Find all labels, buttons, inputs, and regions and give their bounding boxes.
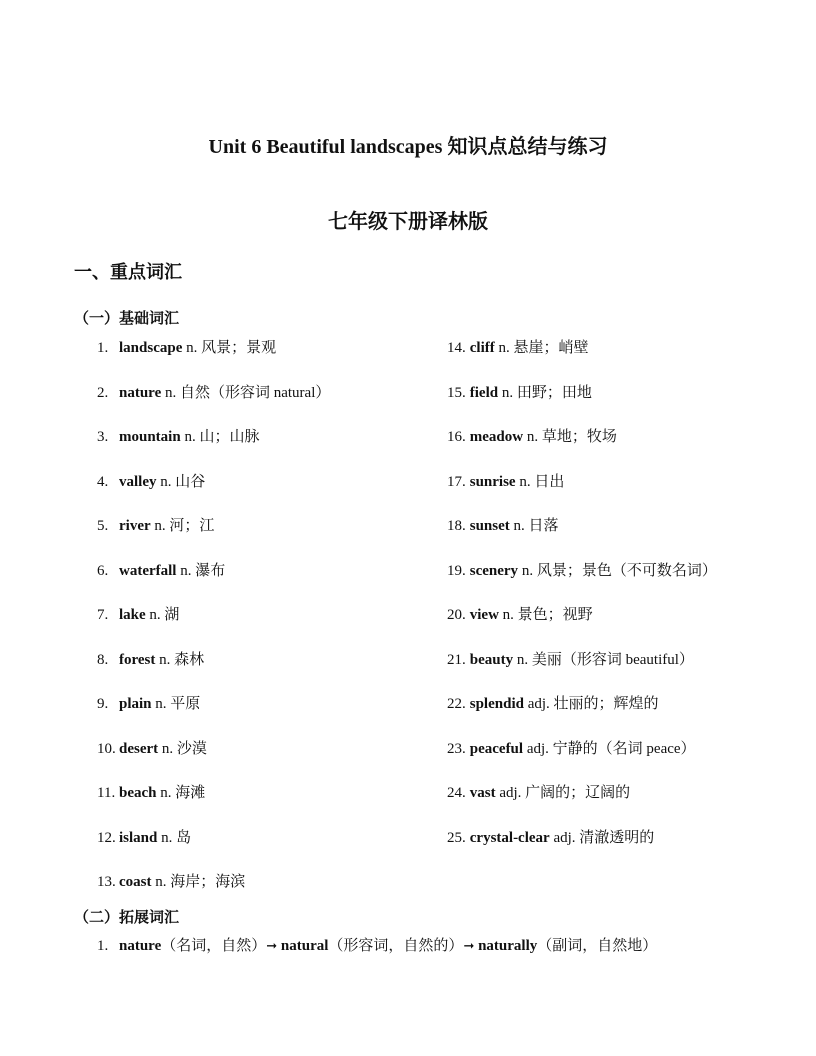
part-of-speech: n.	[516, 651, 529, 668]
vocab-meaning: 宁静的（名词 peace）	[552, 740, 696, 757]
vocab-meaning: 山；山脉	[199, 429, 260, 445]
item-number: 14.	[447, 340, 466, 356]
vocab-term: view	[469, 607, 499, 623]
vocab-meaning: 壮丽的；辉煌的	[553, 696, 659, 712]
item-number: 1.	[97, 938, 109, 954]
vocab-meaning: 瀑布	[195, 562, 226, 579]
vocab-item	[97, 561, 225, 581]
vocab-term: sunset	[469, 518, 510, 534]
vocab-term: cliff	[469, 340, 495, 356]
vocab-term: valley	[119, 473, 157, 490]
vocab-item	[447, 739, 696, 759]
section-heading-key-vocab: 一、重点词汇	[74, 262, 182, 282]
vocab-term: nature	[119, 938, 162, 954]
vocab-item	[97, 516, 214, 536]
item-number: 12.	[97, 829, 116, 846]
part-of-speech: n.	[149, 607, 161, 623]
item-number: 21.	[447, 651, 466, 668]
vocab-term: peaceful	[469, 740, 524, 757]
item-number: 15.	[447, 384, 466, 401]
item-number: 25.	[447, 829, 466, 846]
vocab-term: beauty	[469, 651, 514, 668]
vocab-term: meadow	[469, 429, 524, 445]
document-subtitle: 七年级下册译林版	[328, 211, 488, 233]
vocab-term: sunrise	[469, 473, 516, 490]
vocab-term: beach	[119, 785, 157, 801]
vocab-item	[447, 516, 559, 536]
item-number: 4.	[97, 473, 109, 490]
vocab-item	[97, 427, 259, 447]
vocab-term: vast	[469, 785, 496, 801]
vocab-term: desert	[119, 740, 159, 757]
vocab-item	[447, 383, 592, 403]
vocab-term: naturally	[478, 938, 538, 954]
vocab-meaning: 山谷	[175, 473, 206, 490]
vocab-term: mountain	[119, 429, 181, 445]
item-number: 5.	[97, 518, 109, 534]
vocab-term: river	[119, 518, 151, 534]
vocab-term: lake	[119, 607, 146, 623]
vocab-meaning: 风景；景观	[201, 340, 277, 356]
part-of-speech: n.	[164, 384, 177, 401]
part-heading-basic-vocab: （一）基础词汇	[74, 311, 180, 327]
part-of-speech: n.	[498, 340, 510, 356]
part-of-speech: n.	[526, 429, 539, 445]
vocab-meaning: 景色；视野	[517, 607, 593, 623]
vocab-gloss: （名词，自然）	[161, 938, 267, 954]
item-number: 13.	[97, 874, 116, 890]
vocab-item	[97, 783, 205, 803]
part-of-speech: n.	[160, 785, 172, 801]
vocab-meaning: 日落	[528, 518, 559, 534]
part-of-speech: n.	[184, 429, 196, 445]
arrow-icon: ➞	[266, 939, 278, 954]
item-number: 2.	[97, 384, 109, 401]
vocab-meaning: 日出	[534, 473, 565, 490]
item-number: 20.	[447, 607, 466, 623]
item-number: 10.	[97, 740, 116, 757]
vocab-item	[97, 872, 245, 892]
part-of-speech: n.	[161, 740, 174, 757]
part-of-speech: n.	[160, 473, 172, 490]
vocab-item	[447, 783, 630, 803]
vocab-item	[97, 383, 330, 403]
part-of-speech: adj.	[527, 696, 550, 712]
item-number: 7.	[97, 607, 109, 623]
vocab-item	[447, 694, 659, 714]
vocab-term: landscape	[119, 340, 183, 356]
vocab-meaning: 美丽（形容词 beautiful）	[531, 651, 694, 668]
part-of-speech: n.	[513, 518, 525, 534]
vocab-meaning: 沙漠	[176, 740, 207, 757]
vocab-item	[447, 605, 593, 625]
item-number: 17.	[447, 473, 466, 490]
vocab-term: natural	[280, 938, 329, 954]
vocab-item	[97, 472, 205, 492]
part-of-speech: n.	[155, 696, 167, 712]
vocab-item	[97, 739, 207, 759]
part-of-speech: n.	[519, 473, 531, 490]
part-of-speech: n.	[180, 562, 192, 579]
item-number: 24.	[447, 785, 466, 801]
vocab-meaning: 清澈透明的	[579, 829, 655, 846]
item-number: 1.	[97, 340, 109, 356]
part-of-speech: n.	[155, 874, 167, 890]
item-number: 9.	[97, 696, 109, 712]
vocab-meaning: 平原	[170, 696, 201, 712]
extended-vocab-item	[97, 936, 657, 957]
vocab-item	[97, 650, 204, 670]
item-number: 3.	[97, 429, 109, 445]
vocab-item	[447, 427, 617, 447]
vocab-item	[97, 828, 191, 848]
vocab-item	[447, 338, 589, 358]
arrow-icon: ➞	[463, 939, 475, 954]
vocab-term: nature	[119, 384, 162, 401]
vocab-term: island	[119, 829, 158, 846]
vocab-item	[97, 338, 276, 358]
part-of-speech: n.	[154, 518, 166, 534]
vocab-term: scenery	[469, 562, 519, 579]
vocab-term: coast	[119, 874, 152, 890]
item-number: 8.	[97, 651, 109, 668]
part-heading-extended-vocab: （二）拓展词汇	[74, 910, 180, 926]
part-of-speech: n.	[159, 651, 171, 668]
vocab-item	[447, 472, 564, 492]
item-number: 23.	[447, 740, 466, 757]
vocab-term: waterfall	[119, 562, 177, 579]
part-of-speech: n.	[186, 340, 198, 356]
vocab-meaning: 广阔的；辽阔的	[525, 785, 631, 801]
item-number: 16.	[447, 429, 466, 445]
vocab-meaning: 岛	[176, 829, 192, 846]
vocab-term: crystal-clear	[469, 829, 550, 846]
part-of-speech: n.	[521, 562, 534, 579]
document-title: Unit 6 Beautiful landscapes 知识点总结与练习	[208, 136, 608, 158]
vocab-meaning: 森林	[174, 651, 205, 668]
vocab-term: plain	[119, 696, 152, 712]
vocab-term: splendid	[469, 696, 524, 712]
item-number: 19.	[447, 562, 466, 579]
vocab-meaning: 河；江	[169, 518, 215, 534]
vocab-meaning: 海滩	[175, 785, 206, 801]
item-number: 18.	[447, 518, 466, 534]
vocab-item	[447, 650, 694, 670]
part-of-speech: adj.	[499, 785, 522, 801]
vocab-meaning: 风景；景色（不可数名词）	[536, 562, 717, 579]
vocab-item	[97, 605, 179, 625]
part-of-speech: n.	[161, 829, 173, 846]
vocab-term: forest	[119, 651, 156, 668]
item-number: 11.	[97, 785, 116, 801]
vocab-meaning: 悬崖；峭壁	[513, 340, 589, 356]
vocab-meaning: 自然（形容词 natural）	[179, 384, 331, 401]
item-number: 6.	[97, 562, 109, 579]
vocab-gloss: （形容词，自然的）	[328, 938, 464, 954]
vocab-gloss: （副词，自然地）	[537, 938, 658, 954]
vocab-item	[447, 561, 717, 581]
part-of-speech: adj.	[526, 740, 549, 757]
vocab-meaning: 湖	[164, 607, 180, 623]
part-of-speech: n.	[502, 607, 514, 623]
vocab-meaning: 海岸；海滨	[170, 874, 246, 890]
vocab-meaning: 田野；田地	[516, 384, 592, 401]
vocab-meaning: 草地；牧场	[541, 429, 617, 445]
part-of-speech: n.	[501, 384, 514, 401]
vocab-item	[97, 694, 200, 714]
part-of-speech: adj.	[553, 829, 576, 846]
vocab-item	[447, 828, 654, 848]
vocab-term: field	[469, 384, 499, 401]
item-number: 22.	[447, 696, 466, 712]
